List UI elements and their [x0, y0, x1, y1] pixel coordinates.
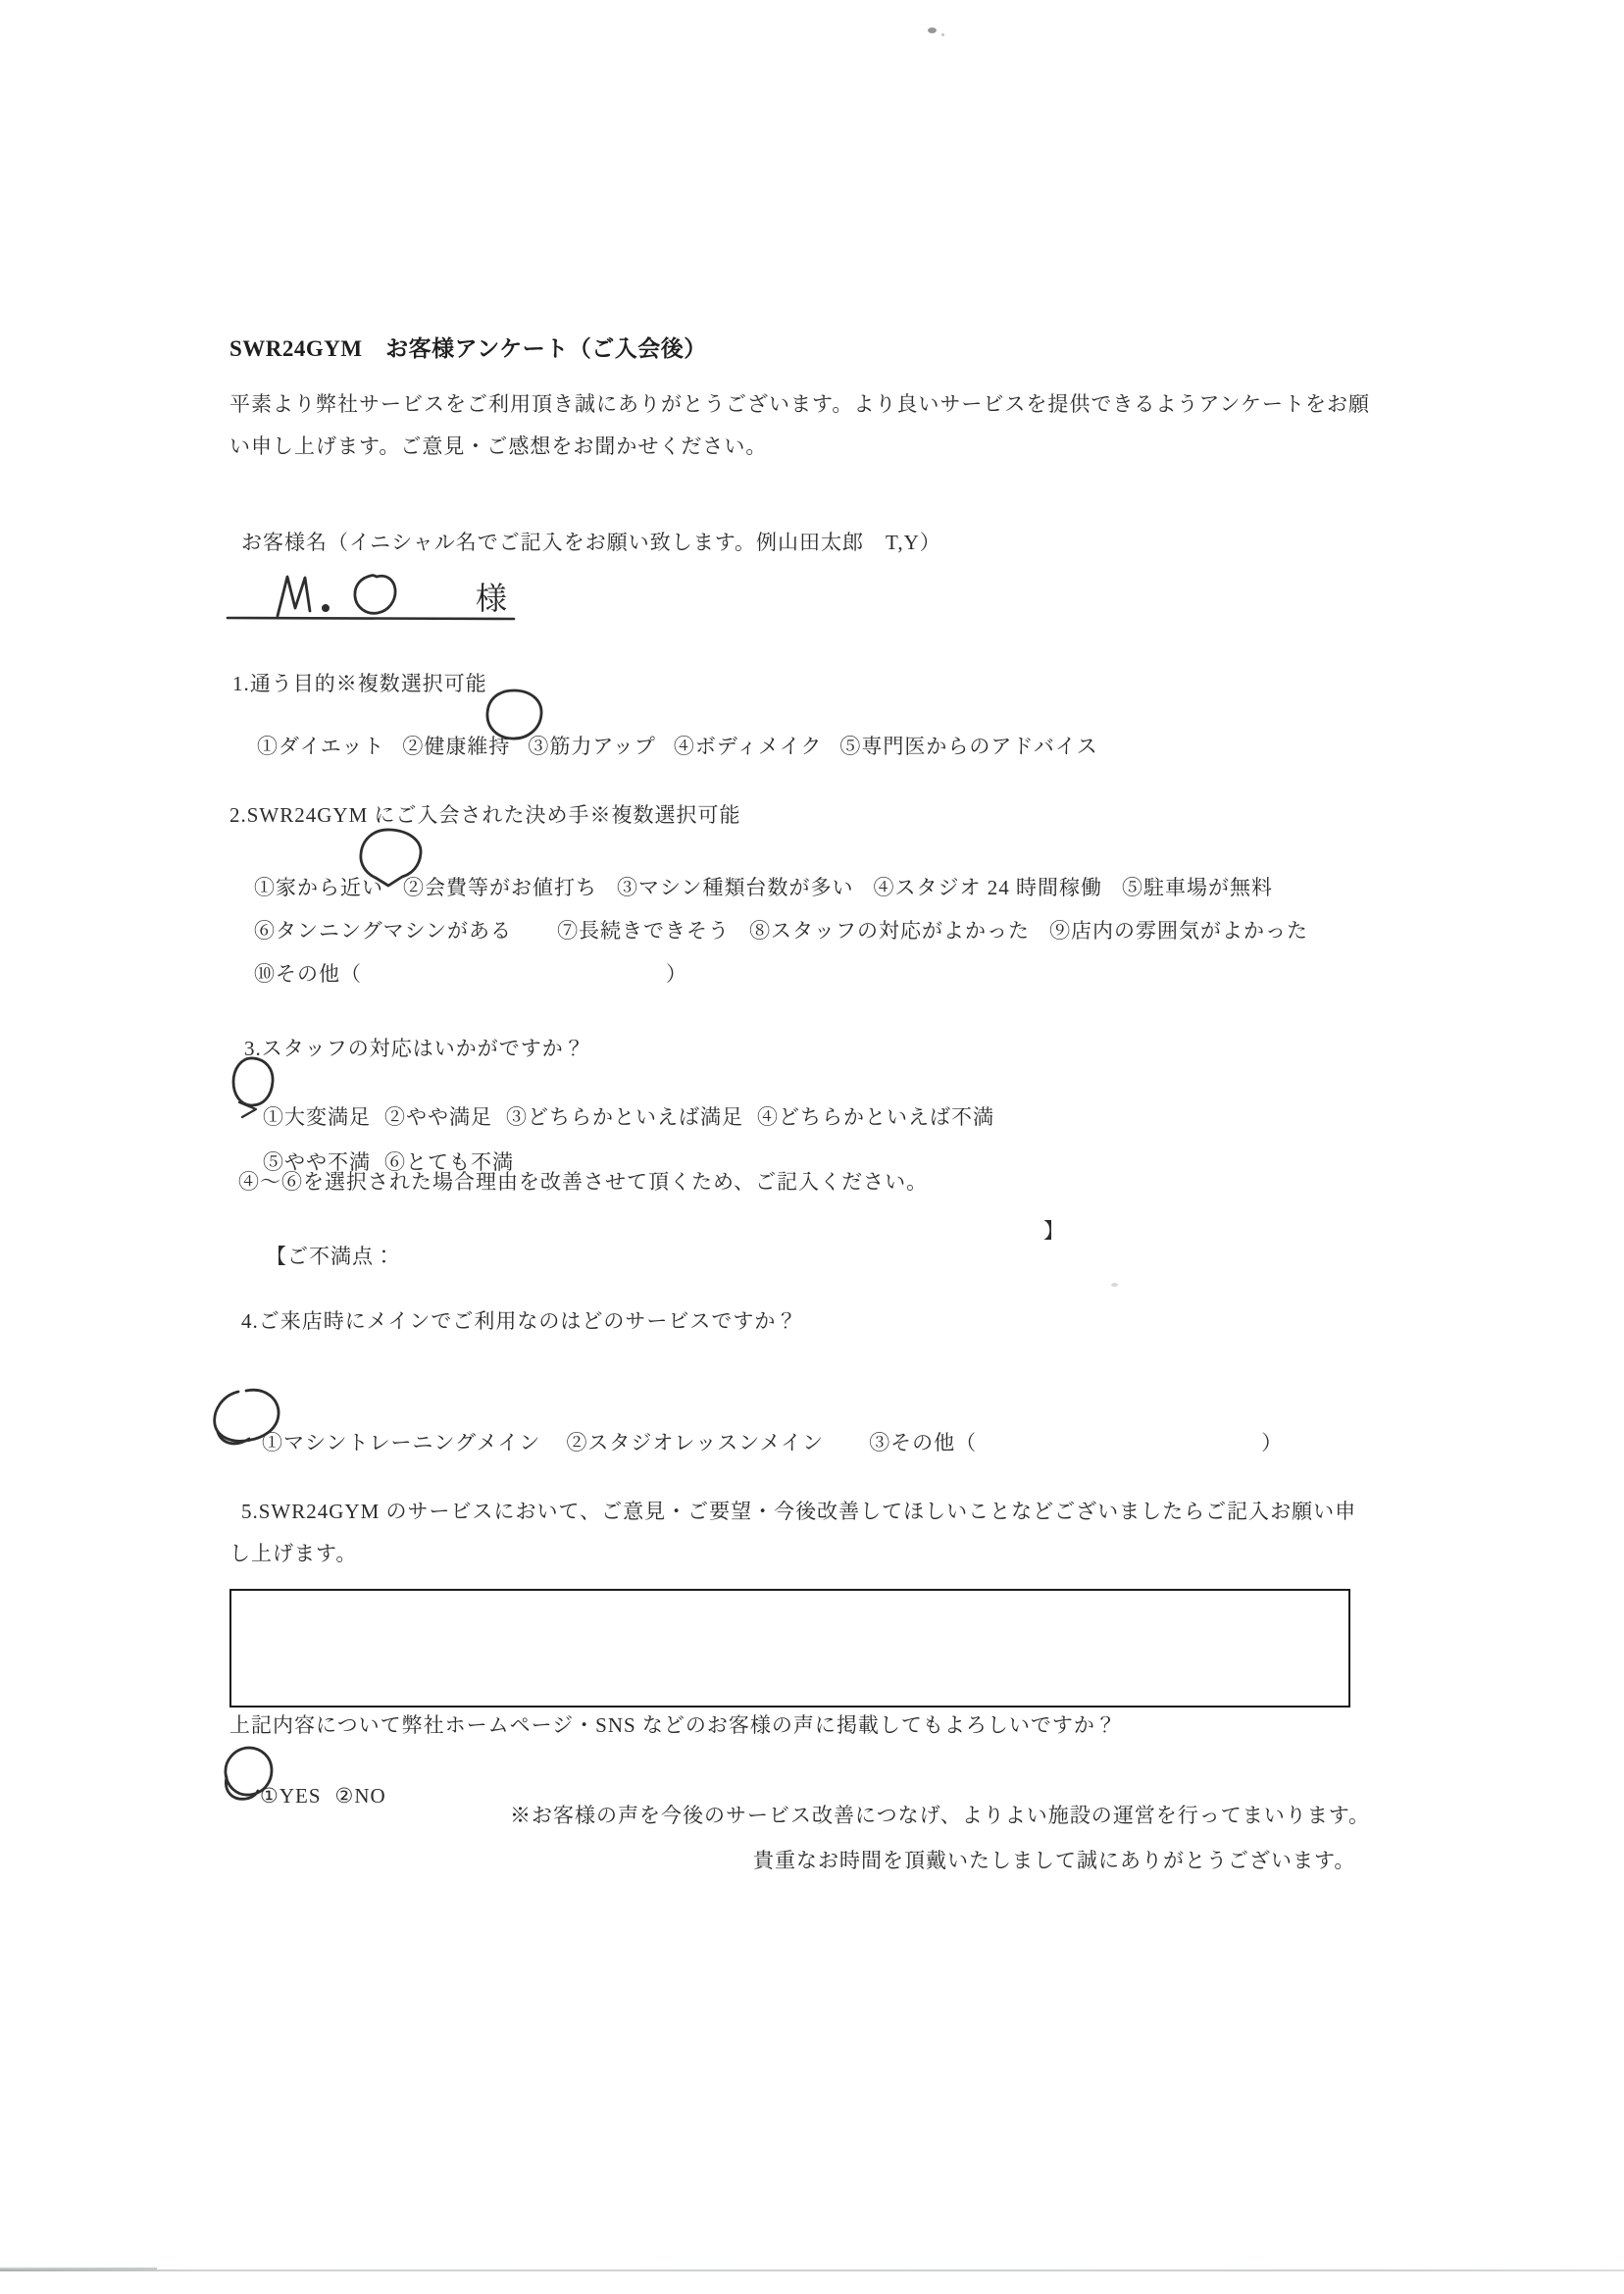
q3-option-5: ⑤やや不満 [263, 1150, 371, 1174]
publish-option-yes: ①YES [260, 1784, 322, 1808]
publish-option-no: ②NO [334, 1784, 386, 1808]
q3-complaint-open: 【ご不満点： [266, 1245, 395, 1268]
q3-option-6: ⑥とても不満 [384, 1150, 514, 1174]
q2-option-1: ①家から近い [254, 876, 383, 899]
scan-speck [1111, 1283, 1118, 1287]
q4-label: 4.ご来店時にメインでご利用なのはどのサービスですか？ [241, 1309, 798, 1333]
q1-option-3: ③筋力アップ [528, 735, 656, 758]
q3-complaint-close: 】 [1043, 1219, 1065, 1243]
intro-line-1: 平素より弊社サービスをご利用頂き誠にありがとうございます。より良いサービスを提供できるようアンケートをお願 [229, 392, 1371, 416]
q3-complaint-row [241, 1218, 1124, 1295]
closing-note-1: ※お客様の声を今後のサービス改善につなげ、よりよい施設の運営を行ってまいります。 [510, 1804, 1371, 1827]
q4-option-3-open: ③その他（ [869, 1431, 978, 1454]
scan-speck [928, 27, 937, 33]
scan-edge-line [0, 2269, 1624, 2271]
q4-option-3-close: ） [1261, 1431, 1284, 1454]
q2-label: 2.SWR24GYM にご入会された決め手※複数選択可能 [229, 803, 741, 827]
q1-option-4: ④ボディメイク [673, 735, 823, 758]
name-underline[interactable] [228, 618, 514, 619]
q5-label-line-1: 5.SWR24GYM のサービスにおいて、ご意見・ご要望・今後改善してほしいことなどございましたらご記入お願い申 [241, 1500, 1357, 1523]
intro-line-2: い申し上げます。ご意見・ご感想をお聞かせください。 [229, 434, 768, 458]
scan-speck [941, 33, 944, 36]
honorific-sama: 様 [476, 581, 508, 616]
q2-option-10-open: ⑩その他（ [254, 962, 362, 986]
q2-option-2: ②会費等がお値打ち [403, 876, 597, 899]
closing-note-2: 貴重なお時間を頂戴いたしまして誠にありがとうございます。 [753, 1849, 1356, 1872]
q2-option-5: ⑤駐車場が無料 [1121, 876, 1273, 899]
q2-option-10-close: ） [666, 962, 687, 986]
q2-option-6: ⑥タンニングマシンがある [254, 919, 513, 943]
q2-option-other-row [229, 936, 687, 1012]
q4-option-1: ①マシントレーニングメイン [262, 1431, 541, 1454]
q3-option-1: ①大変満足 [263, 1105, 371, 1129]
q3-option-3: ③どちらかといえば満足 [506, 1105, 743, 1129]
customer-name-label: お客様名（イニシャル名でご記入をお願い致します。例山田太郎 T,Y） [241, 531, 941, 554]
q2-option-9: ⑨店内の雰囲気がよかった [1049, 919, 1309, 943]
q3-note: ④～⑥を選択された場合理由を改善させて頂くため、ご記入ください。 [238, 1170, 929, 1194]
q1-label: 1.通う目的※複数選択可能 [232, 672, 487, 695]
q1-option-2: ②健康維持 [402, 735, 511, 758]
q2-option-8: ⑧スタッフの対応がよかった [749, 919, 1031, 943]
page-title: SWR24GYM お客様アンケート（ご入会後） [229, 336, 707, 361]
q2-option-4: ④スタジオ 24 時間稼働 [873, 876, 1102, 899]
handwritten-letter-o [355, 576, 395, 614]
q2-option-7: ⑦長続きできそう [557, 919, 731, 943]
q3-label: 3.スタッフの対応はいかがですか？ [244, 1037, 585, 1060]
handwritten-period [323, 605, 328, 610]
publish-options-row [235, 1758, 386, 1834]
q3-option-2: ②やや満足 [384, 1105, 492, 1129]
handwritten-letter-m [278, 577, 310, 616]
q5-comment-box[interactable] [229, 1589, 1350, 1708]
q2-option-3: ③マシン種類台数が多い [617, 876, 854, 899]
q1-options-row [232, 708, 1098, 785]
q1-option-5: ⑤専門医からのアドバイス [839, 735, 1098, 758]
q3-option-4: ④どちらかといえば不満 [757, 1105, 994, 1129]
publish-question: 上記内容について弊社ホームページ・SNS などのお客様の声に掲載してもよろしいですか？ [229, 1713, 1117, 1737]
q5-label-line-2: し上げます。 [229, 1542, 358, 1565]
q1-option-1: ①ダイエット [257, 735, 385, 758]
q4-options-row [237, 1404, 1283, 1481]
q4-option-2: ②スタジオレッスンメイン [566, 1431, 825, 1454]
